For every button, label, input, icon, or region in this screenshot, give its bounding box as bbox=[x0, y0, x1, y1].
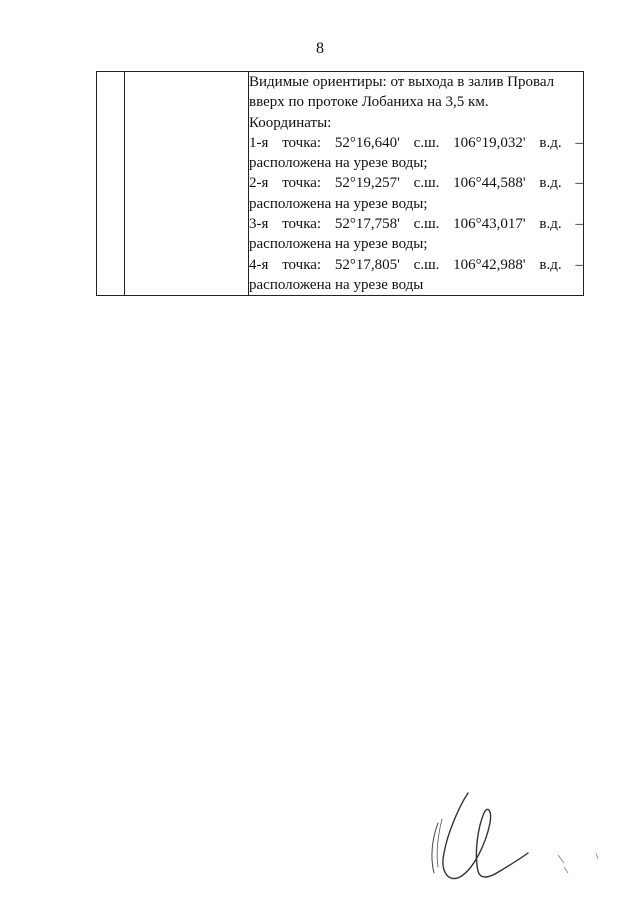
latitude-value: 52°16,640' bbox=[334, 134, 400, 151]
point-label: 2-я bbox=[249, 175, 269, 192]
longitude-value: 106°19,032' bbox=[453, 134, 526, 151]
point-4-location: расположена на урезе воды bbox=[249, 276, 424, 293]
point-1-location: расположена на урезе воды; bbox=[249, 155, 428, 172]
longitude-suffix: в.д. bbox=[539, 216, 562, 233]
dash: – bbox=[575, 216, 583, 233]
latitude-value: 52°17,805' bbox=[334, 256, 400, 273]
point-word: точка: bbox=[282, 175, 322, 192]
point-4-coordinates bbox=[249, 255, 583, 275]
data-table bbox=[96, 71, 584, 296]
point-label: 4-я bbox=[249, 256, 269, 273]
table-cell-number bbox=[97, 72, 125, 296]
signature-image bbox=[418, 783, 608, 888]
latitude-value: 52°19,257' bbox=[334, 175, 400, 192]
coordinates-label: Координаты: bbox=[249, 114, 332, 131]
point-1-coordinates bbox=[249, 133, 583, 153]
point-word: точка: bbox=[282, 256, 322, 273]
point-label: 1-я bbox=[249, 134, 269, 151]
longitude-suffix: в.д. bbox=[539, 134, 562, 151]
point-3-coordinates bbox=[249, 214, 583, 234]
dash: – bbox=[575, 175, 583, 192]
point-2-location: расположена на урезе воды; bbox=[249, 195, 428, 212]
point-2-coordinates bbox=[249, 173, 583, 193]
point-label: 3-я bbox=[249, 216, 269, 233]
longitude-suffix: в.д. bbox=[539, 256, 562, 273]
longitude-value: 106°42,988' bbox=[453, 256, 526, 273]
latitude-suffix: с.ш. bbox=[413, 256, 440, 273]
table-row bbox=[97, 72, 584, 296]
dash: – bbox=[575, 134, 583, 151]
longitude-suffix: в.д. bbox=[539, 175, 562, 192]
longitude-value: 106°44,588' bbox=[453, 175, 526, 192]
latitude-suffix: с.ш. bbox=[413, 175, 440, 192]
dash: – bbox=[575, 256, 583, 273]
point-word: точка: bbox=[282, 134, 322, 151]
latitude-suffix: с.ш. bbox=[413, 216, 440, 233]
latitude-suffix: с.ш. bbox=[413, 134, 440, 151]
page-number: 8 bbox=[316, 40, 324, 57]
landmarks-line-1: Видимые ориентиры: от выхода в залив Провал bbox=[249, 74, 555, 90]
point-word: точка: bbox=[282, 216, 322, 233]
table-cell-description bbox=[249, 72, 584, 296]
point-3-location: расположена на урезе воды; bbox=[249, 236, 428, 253]
table-cell-name bbox=[125, 72, 249, 296]
latitude-value: 52°17,758' bbox=[334, 216, 400, 233]
longitude-value: 106°43,017' bbox=[453, 216, 526, 233]
landmarks-line-2: вверх по протоке Лобаниха на 3,5 км. bbox=[249, 94, 489, 111]
